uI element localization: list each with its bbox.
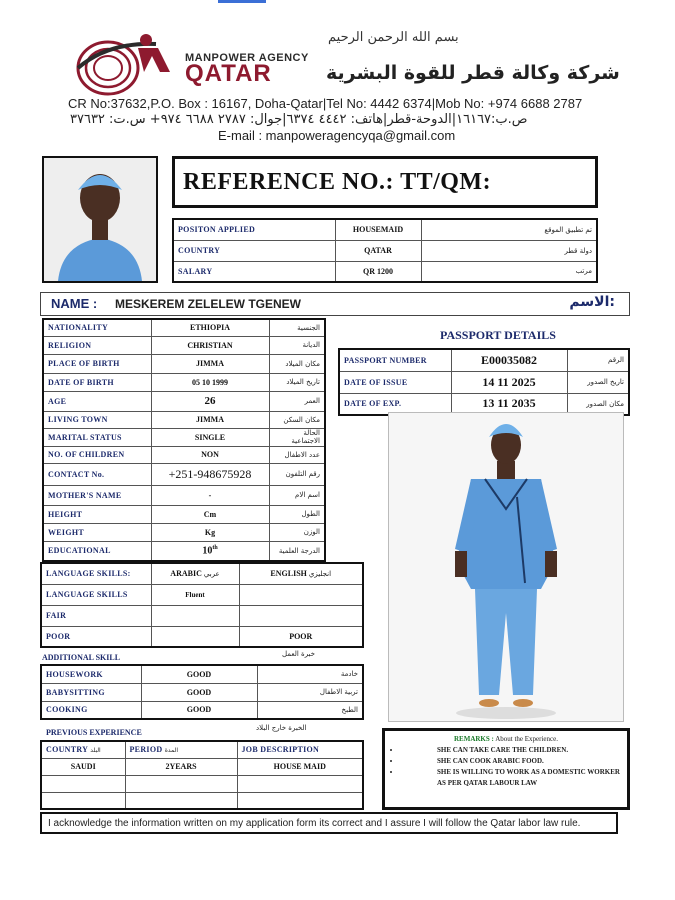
language-table [40,562,364,648]
poor-label: POOR [41,626,151,647]
height-label: HEIGHT [43,505,151,523]
arabic-label-ar: عربي [203,570,220,579]
nationality-label: NATIONALITY [43,319,151,336]
date-of-issue-value: 14 11 2025 [451,371,567,393]
living-town-value: JIMMA [151,411,269,428]
contact-label-ar: رقم التلفون [269,463,325,485]
salary-label: SALARY [173,261,335,282]
position-table [172,218,598,283]
table-row [43,485,325,505]
passport-number-value: E00035082 [451,349,567,371]
weight-value: Kg [151,523,269,541]
col-period [125,741,237,758]
nationality-label-ar: الجنسية [269,319,325,336]
table-row [41,605,363,626]
english-header [239,563,363,584]
language-skills-header: LANGUAGE SKILLS: [41,563,151,584]
table-row [173,261,597,282]
table-row [43,391,325,411]
education-value [151,541,269,561]
exp-period [125,792,237,809]
country-value: QATAR [335,240,421,261]
english-poor-value: POOR [239,626,363,647]
date-of-birth-value: 05 10 1999 [151,373,269,391]
exp-country [41,792,125,809]
marital-status-label: MARITAL STATUS [43,428,151,446]
housework-label-ar: خادمة [257,665,363,683]
arabic-label: ARABIC [170,569,202,579]
arabic-poor-empty [151,626,239,647]
education-label: EDUCATIONAL [43,541,151,561]
remarks-list [401,745,621,789]
logo-ring-inner [94,56,122,80]
date-of-exp-label-ar: مكان الصدور [567,393,629,415]
exp-job: HOUSE MAID [237,758,363,775]
table-row [41,626,363,647]
applicant-photo-small [42,156,158,283]
table-row [43,523,325,541]
english-label: ENGLISH [270,569,307,579]
living-town-label-ar: مكان السكن [269,411,325,428]
babysitting-label: BABYSITTING [41,683,141,701]
country-label: COUNTRY [173,240,335,261]
table-row [173,219,597,240]
table-row [43,411,325,428]
height-label-ar: الطول [269,505,325,523]
marital-status-label-ar: الحالة الاجتماعية [269,428,325,446]
table-row [339,371,629,393]
remarks-title-bold: REMARKS : [453,735,494,743]
table-row [43,505,325,523]
table-row [43,319,325,336]
list-item: • SHE CAN COOK ARABIC FOOD. [401,756,621,767]
remarks-box [382,728,630,810]
col-country [41,741,125,758]
date-of-exp-value: 13 11 2035 [451,393,567,415]
agency-name-ar: شركة وكالة قطر للقوة البشرية [326,62,620,84]
table-row [43,336,325,354]
table-row [41,758,363,775]
position-label: POSITON APPLIED [173,219,335,240]
date-of-exp-label: DATE OF EXP. [339,393,451,415]
previous-experience-title: PREVIOUS EXPERIENCE [46,728,142,737]
mother-name-label-ar: اسم الام [269,485,325,505]
applicant-name: MESKEREM ZELELEW TGENEW [115,297,301,311]
education-number: 10 [202,545,213,557]
exp-country: SAUDI [41,758,125,775]
nationality-value: ETHIOPIA [151,319,269,336]
arabic-header [151,563,239,584]
place-of-birth-label-ar: مكان الميلاد [269,354,325,373]
table-row [41,563,363,584]
country-label-ar: دولة قطر [421,240,597,261]
age-label-ar: العمر [269,391,325,411]
table-row [43,541,325,561]
table-row [173,240,597,261]
arabic-level: Fluent [151,584,239,605]
cooking-label: COOKING [41,701,141,719]
col-period-label: PERIOD [129,745,163,755]
table-row [43,373,325,391]
applicant-full-figure [389,413,623,721]
table-row [43,446,325,463]
previous-experience-title-ar: الخبرة خارج البلاد [256,724,307,732]
table-row [41,775,363,792]
salary-value: QR 1200 [335,261,421,282]
weight-label-ar: الوزن [269,523,325,541]
logo-head [140,34,152,46]
cooking-value: GOOD [141,701,257,719]
logo-ring-middle [86,49,130,87]
english-fair-empty [239,605,363,626]
position-value: HOUSEMAID [335,219,421,240]
acknowledgement-box [40,812,618,834]
col-country-label-ar: البلد [90,747,101,755]
english-label-ar: انجليزي [308,570,332,579]
contact-value: +251-948675928 [151,463,269,485]
exp-period: 2YEARS [125,758,237,775]
exp-job [237,775,363,792]
agency-name-en-top: MANPOWER AGENCY [185,52,309,64]
name-label-ar: الاسم: [569,294,615,310]
list-item: • SHE CAN TAKE CARE THE CHILDREN. [401,745,621,756]
logo-figure [138,48,170,72]
right-sandal [513,699,533,707]
applicant-portrait [44,158,156,281]
passport-table [338,348,630,416]
arabic-fair-empty [151,605,239,626]
mother-name-label: MOTHER'S NAME [43,485,151,505]
date-of-issue-label-ar: تاريخ الصدور [567,371,629,393]
contact-line-en: CR No:37632,P.O. Box : 16167, Doha-Qatar|Tel No: 4442 6374|Mob No: +974 6688 2787 [68,96,583,111]
salary-label-ar: مرتب [421,261,597,282]
date-of-issue-label: DATE OF ISSUE [339,371,451,393]
housework-label: HOUSEWORK [41,665,141,683]
children-label-ar: عدد الاطفال [269,446,325,463]
fair-label: FAIR [41,605,151,626]
remarks-title-rest: About the Experience. [493,735,559,743]
experience-table [40,740,364,810]
date-of-birth-label-ar: تاريخ الميلاد [269,373,325,391]
religion-label: RELIGION [43,336,151,354]
table-row [43,463,325,485]
children-label: NO. OF CHILDREN [43,446,151,463]
contact-email: E-mail : manpoweragencyqa@gmail.com [218,128,456,143]
marital-status-value: SINGLE [151,428,269,446]
table-row [41,792,363,809]
position-label-ar: تم تطبيق الموقع [421,219,597,240]
housework-value: GOOD [141,665,257,683]
exp-period [125,775,237,792]
table-row [41,683,363,701]
table-row [41,701,363,719]
contact-label: CONTACT No. [43,463,151,485]
babysitting-value: GOOD [141,683,257,701]
table-row [41,665,363,683]
religion-value: CHRISTIAN [151,336,269,354]
living-town-label: LIVING TOWN [43,411,151,428]
age-value: 26 [151,391,269,411]
name-bar [40,292,630,316]
place-of-birth-value: JIMMA [151,354,269,373]
age-label: AGE [43,391,151,411]
agency-logo [68,32,180,98]
additional-skill-title-ar: خبرة العمل [282,650,315,658]
contact-line-ar: ص.ب:١٦١٦٧|الدوحة-قطر|هاتف: ٤٤٤٢ ٦٣٧٤|جوال: ٢٧٨٧ ٦٦٨٨ ٩٧٤+ س.ت: ٣٧٦٣٢ [70,112,528,127]
exp-country [41,775,125,792]
list-item: • SHE IS WILLING TO WORK AS A DOMESTIC WORKER AS PER QATAR LABOUR LAW [401,767,621,789]
skill-table [40,664,364,720]
applicant-photo-full [388,412,624,722]
col-job-description: JOB DESCRIPTION [237,741,363,758]
additional-skill-title: ADDITIONAL SKILL [42,653,121,662]
mother-name-value: - [151,485,269,505]
left-sandal [479,699,499,707]
babysitting-label-ar: تربية الاطفال [257,683,363,701]
bio-table [42,318,326,562]
education-suffix: th [212,545,218,552]
date-of-birth-label: DATE OF BIRTH [43,373,151,391]
top-accent-bar [218,0,266,3]
english-level-empty [239,584,363,605]
reference-number: REFERENCE NO.: TT/QM: [183,169,492,195]
passport-number-label: PASSPORT NUMBER [339,349,451,371]
table-row [43,428,325,446]
acknowledgement-text: I acknowledge the information written on my application form its correct and I assure I will follow the Qatar labor law rule. [48,818,581,829]
basmala-text: بسم الله الرحمن الرحيم [328,30,459,45]
table-row [41,741,363,758]
cooking-label-ar: الطبخ [257,701,363,719]
height-value: Cm [151,505,269,523]
col-country-label: COUNTRY [46,745,88,755]
place-of-birth-label: PLACE OF BIRTH [43,354,151,373]
table-row [43,354,325,373]
education-label-ar: الدرجة العلمية [269,541,325,561]
passport-details-title: PASSPORT DETAILS [440,328,556,342]
children-value: NON [151,446,269,463]
col-period-label-ar: المدة [164,747,178,755]
weight-label: WEIGHT [43,523,151,541]
table-row [41,584,363,605]
language-skills-label: LANGUAGE SKILLS [41,584,151,605]
exp-job [237,792,363,809]
table-row [339,349,629,371]
reference-box [172,156,598,208]
remarks-title [391,735,621,743]
name-label: NAME : [51,296,98,311]
passport-number-label-ar: الرقم [567,349,629,371]
religion-label-ar: الديانة [269,336,325,354]
agency-name-qatar: QATAR [185,60,272,87]
